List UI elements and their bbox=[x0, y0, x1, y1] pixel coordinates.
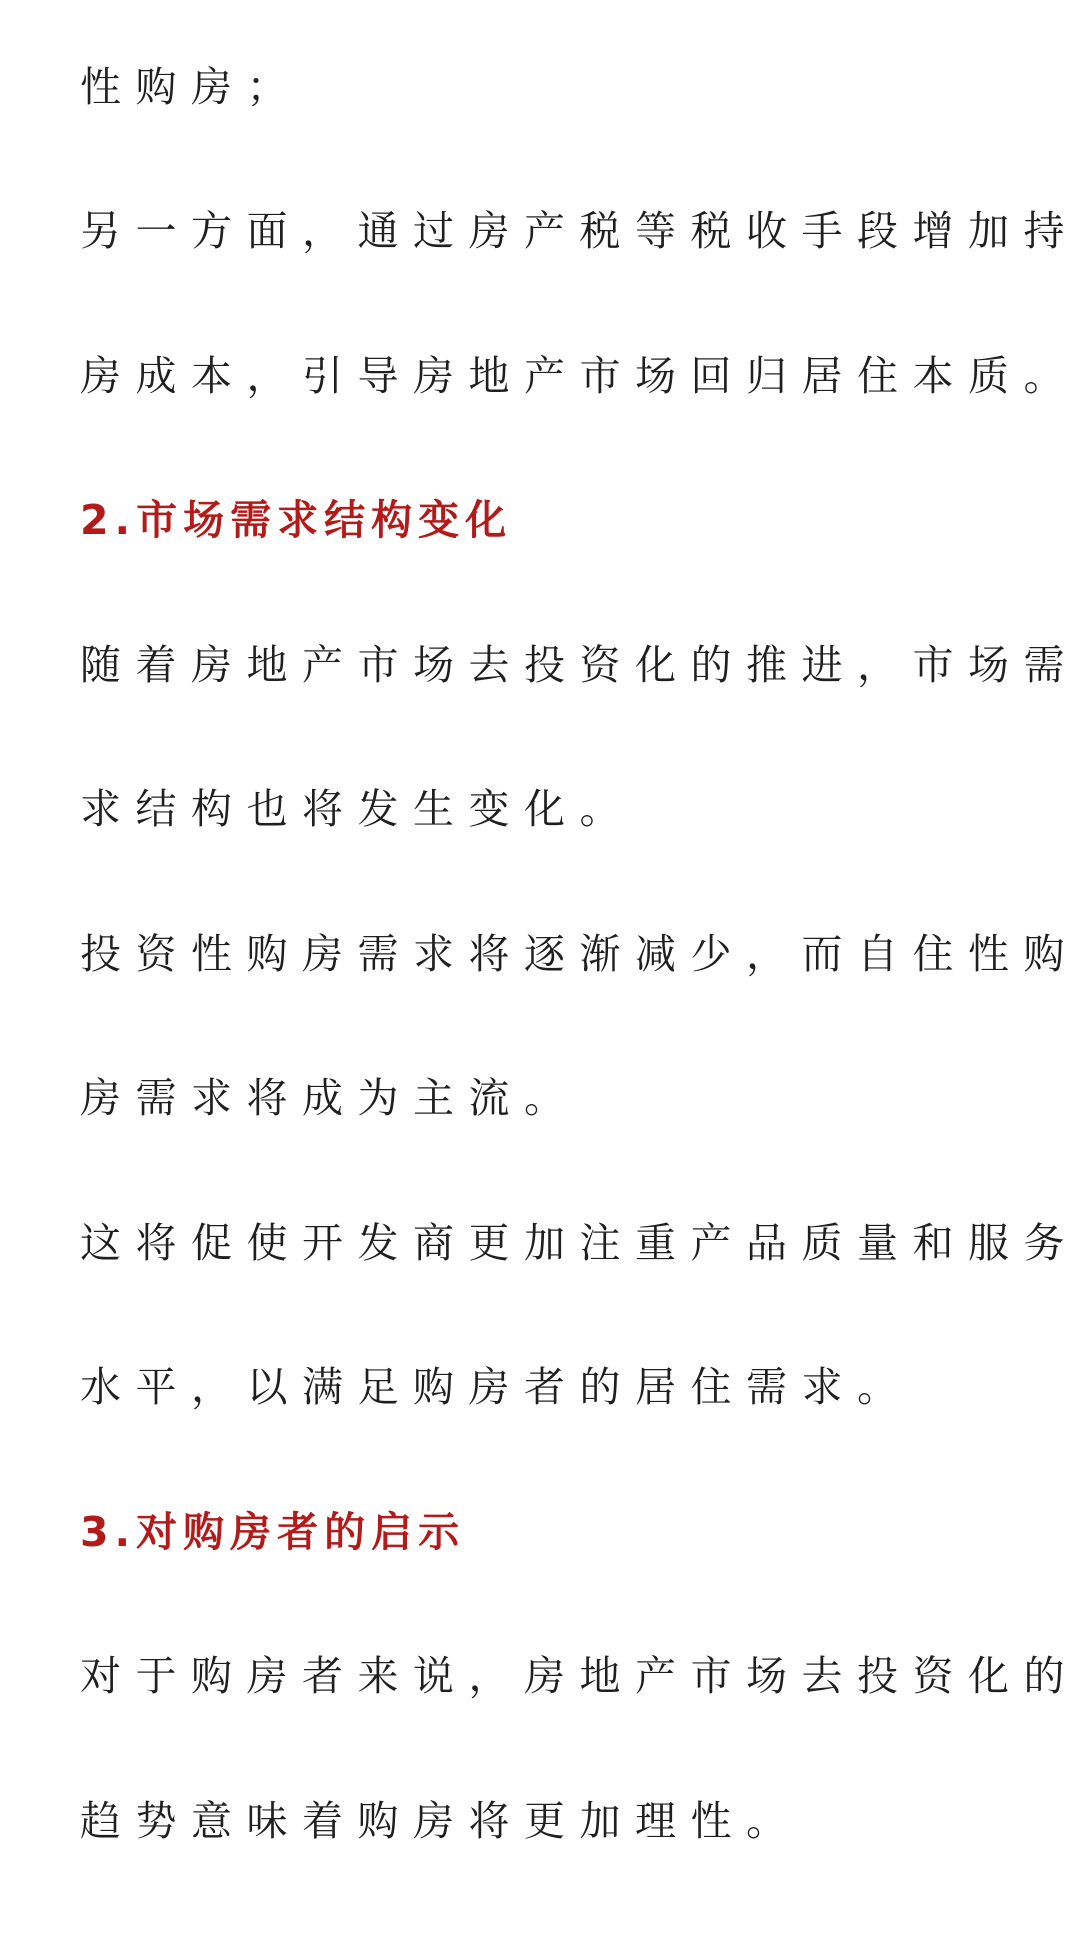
section-heading: 2.市场需求结构变化 bbox=[80, 496, 513, 544]
paragraph-line: 投资性购房需求将逐渐减少，而自住性购 bbox=[80, 930, 1079, 978]
paragraph-line: 房成本，引导房地产市场回归居住本质。 bbox=[80, 352, 1079, 400]
paragraph-line: 随着房地产市场去投资化的推进，市场需 bbox=[80, 641, 1079, 689]
paragraph-line: 趋势意味着购房将更加理性。 bbox=[80, 1797, 802, 1845]
paragraph-line: 水平，以满足购房者的居住需求。 bbox=[80, 1363, 913, 1411]
paragraph-line: 性购房； bbox=[80, 63, 302, 111]
paragraph-line: 求结构也将发生变化。 bbox=[80, 785, 635, 833]
paragraph-line: 这将促使开发商更加注重产品质量和服务 bbox=[80, 1219, 1079, 1267]
paragraph-line: 对于购房者来说，房地产市场去投资化的 bbox=[80, 1652, 1079, 1700]
paragraph-line: 房需求将成为主流。 bbox=[80, 1074, 580, 1122]
section-heading: 3.对购房者的启示 bbox=[80, 1508, 466, 1556]
paragraph-line: 另一方面，通过房产税等税收手段增加持 bbox=[80, 207, 1079, 255]
